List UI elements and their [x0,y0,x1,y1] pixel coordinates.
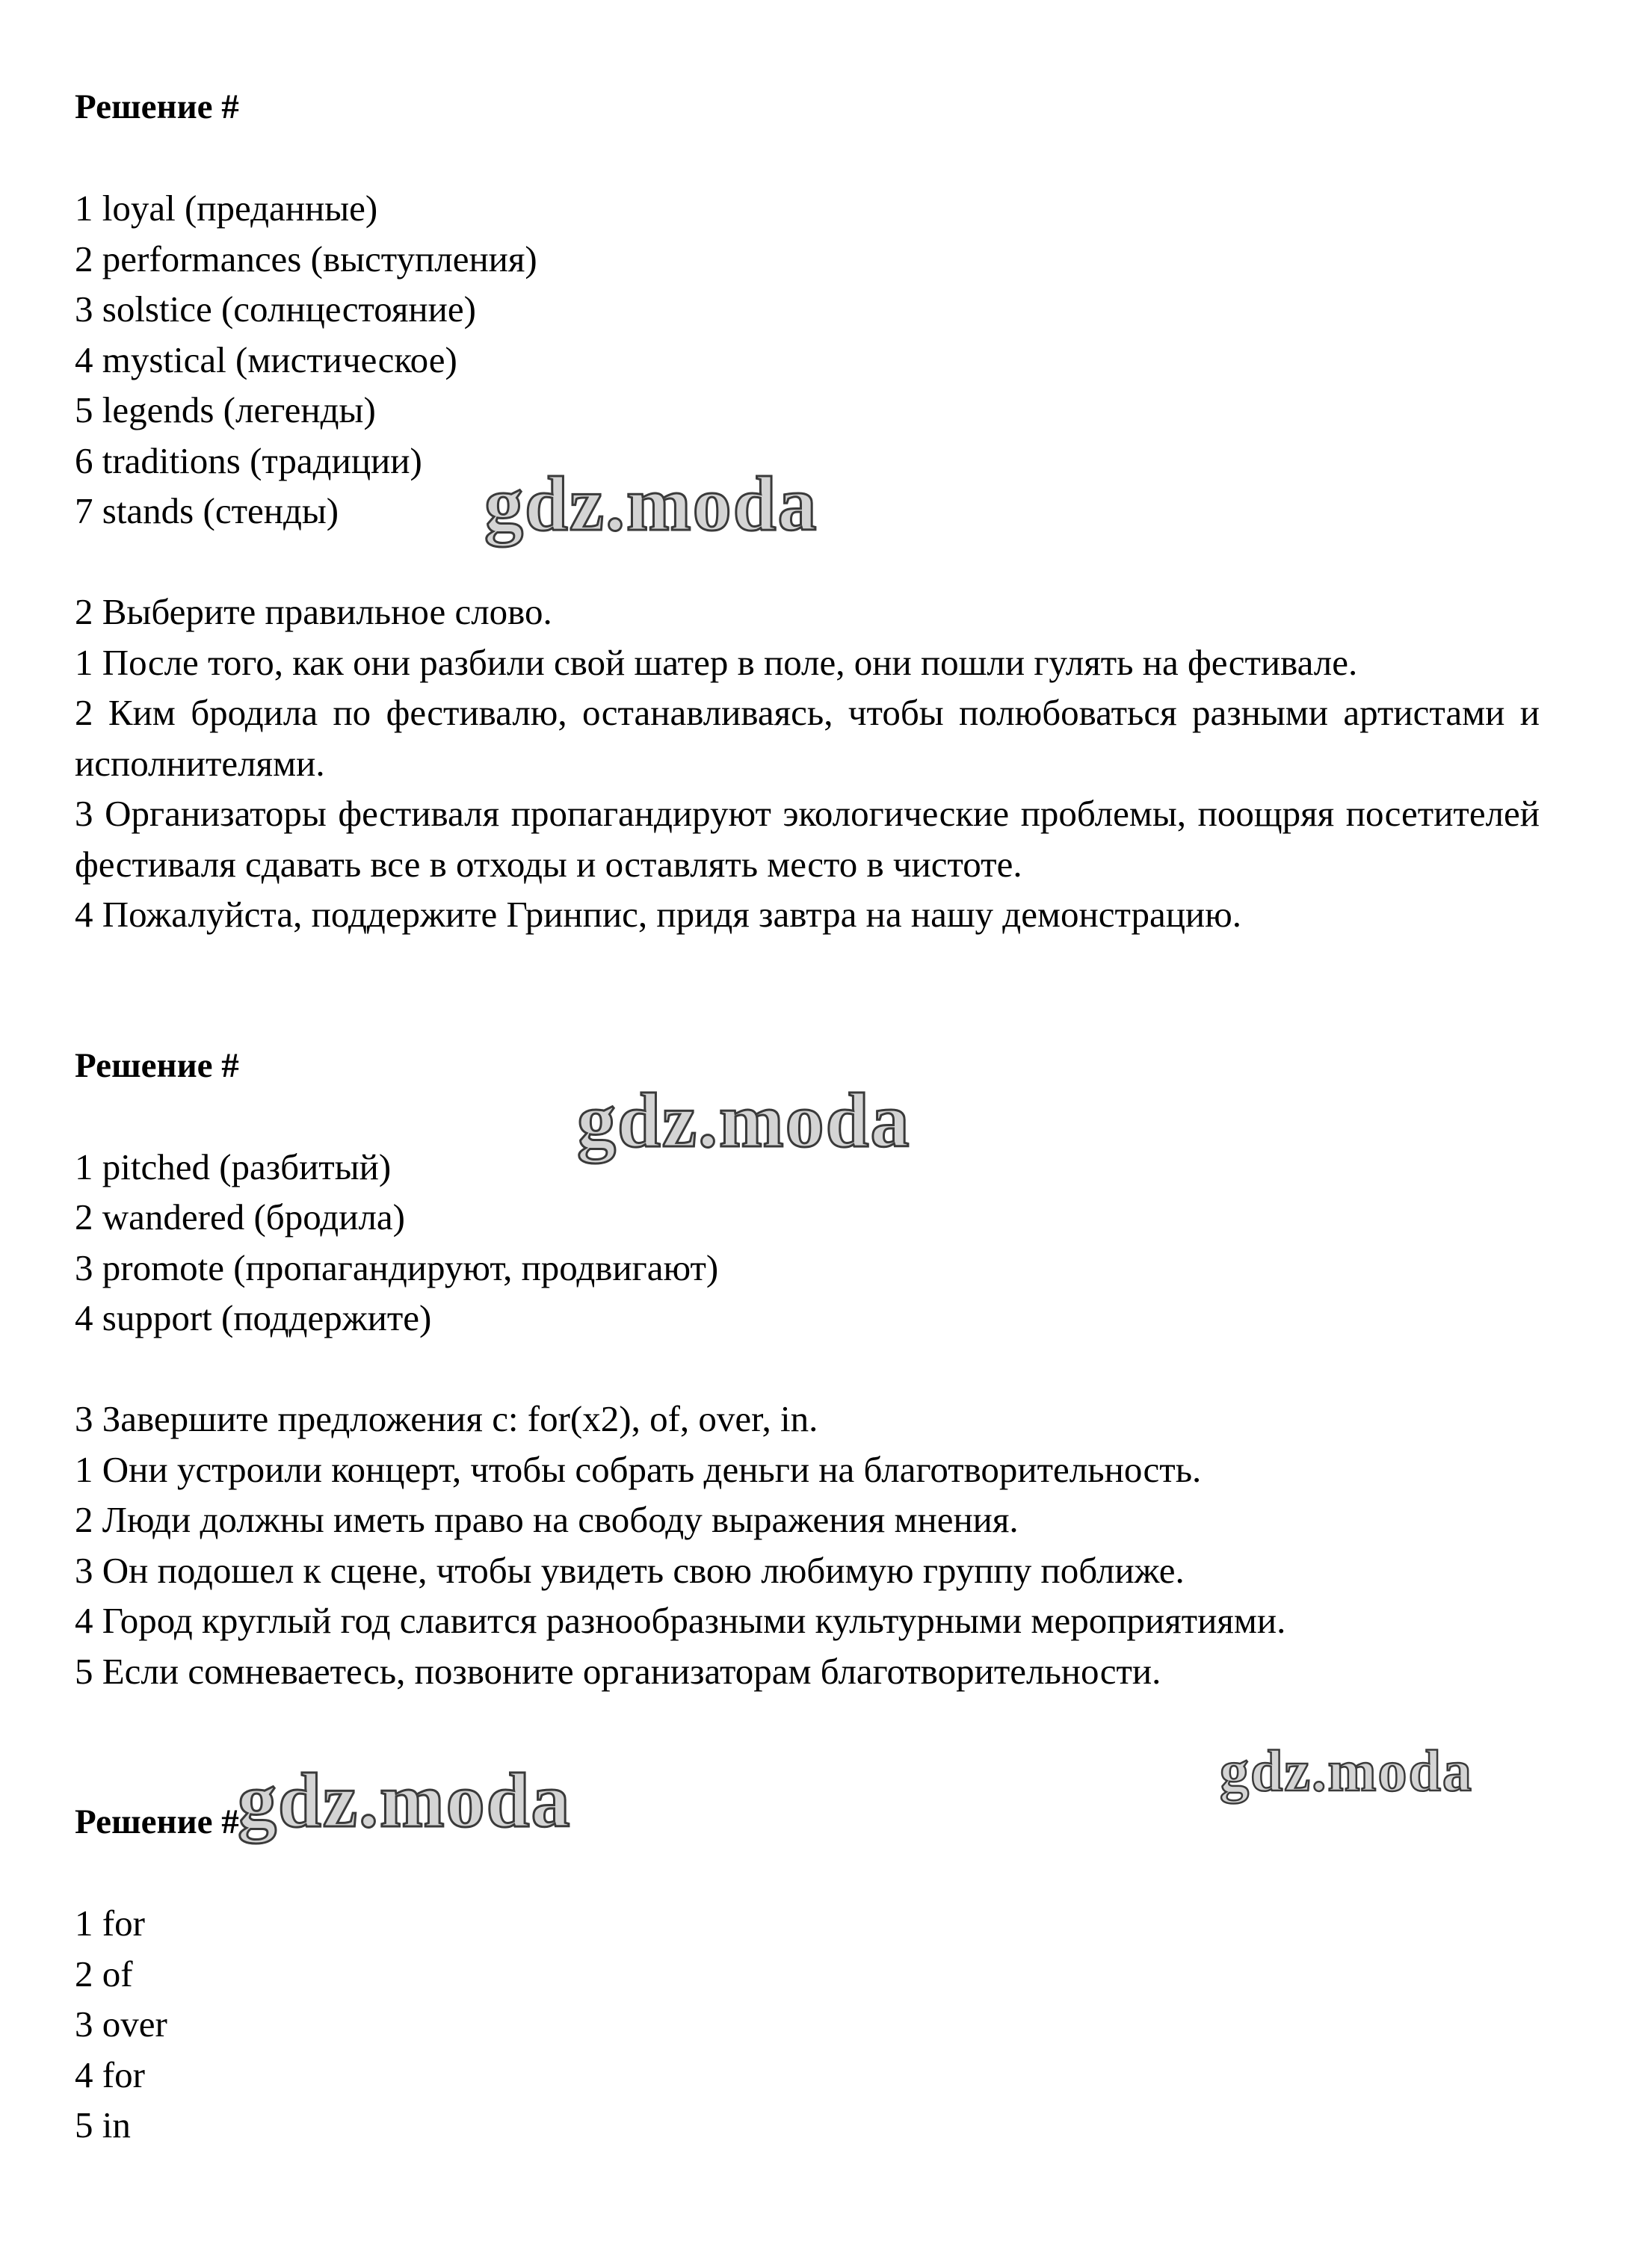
answer-line: 4 for [75,2054,145,2095]
solution-heading-2: Решение # [75,1045,239,1085]
task-sentence: 2 Ким бродила по фестивалю, останавливаясь, чтобы полюбоваться разными артистами и исполнителями. [75,692,1540,784]
task-sentence: 2 Люди должны иметь право на свободу выражения мнения. [75,1499,1019,1540]
answer-line: 3 over [75,2003,167,2045]
answer-line: 2 wandered (бродила) [75,1196,405,1237]
answer-line: 5 in [75,2104,131,2145]
task-title-2: 2 Выберите правильное слово. [75,591,552,632]
watermark-logo: gdz.moda [1220,1738,1473,1803]
answer-line: 2 performances (выступления) [75,238,537,279]
task-sentence: 1 Они устроили концерт, чтобы собрать деньги на благотворительность. [75,1448,1202,1490]
answer-line: 1 for [75,1903,145,1944]
solution-heading-3: Решение # [75,1802,239,1841]
watermark-logo: gdz.moda [577,1078,911,1164]
solution-heading-1: Решение # [75,87,239,126]
answer-line: 2 of [75,1953,133,1994]
answer-line: 3 promote (пропагандируют, продвигают) [75,1246,719,1288]
answer-line: 4 support (поддержите) [75,1297,432,1338]
task-title-3: 3 Завершите предложения с: for(x2), of, over, in. [75,1398,818,1439]
answer-line: 5 legends (легенды) [75,389,376,430]
answer-line: 3 solstice (солнцестояние) [75,288,476,330]
answer-line: 4 mystical (мистическое) [75,339,457,380]
watermark-logo: gdz.moda [238,1758,572,1844]
task-sentence: 1 После того, как они разбили свой шатер в поле, они пошли гулять на фестивале. [75,641,1358,683]
watermark-logo: gdz.moda [484,461,818,547]
task-sentence: 4 Пожалуйста, поддержите Гринпис, придя завтра на нашу демонстрацию. [75,894,1242,935]
answer-line: 1 pitched (разбитый) [75,1146,392,1187]
answer-line: 7 stands (стенды) [75,490,339,531]
answer-line: 6 traditions (традиции) [75,439,422,481]
task-sentence: 5 Если сомневаетесь, позвоните организаторам благотворительности. [75,1650,1161,1692]
answer-line: 1 loyal (преданные) [75,188,378,229]
task-sentence: 3 Организаторы фестиваля пропагандируют экологические проблемы, поощряя посетителей фестиваля сдавать все в отходы и оставлять место в чистоте. [75,793,1540,885]
task-sentence: 3 Он подошел к сцене, чтобы увидеть свою любимую группу поближе. [75,1549,1185,1591]
task-sentence: 4 Город круглый год славится разнообразными культурными мероприятиями. [75,1600,1286,1641]
